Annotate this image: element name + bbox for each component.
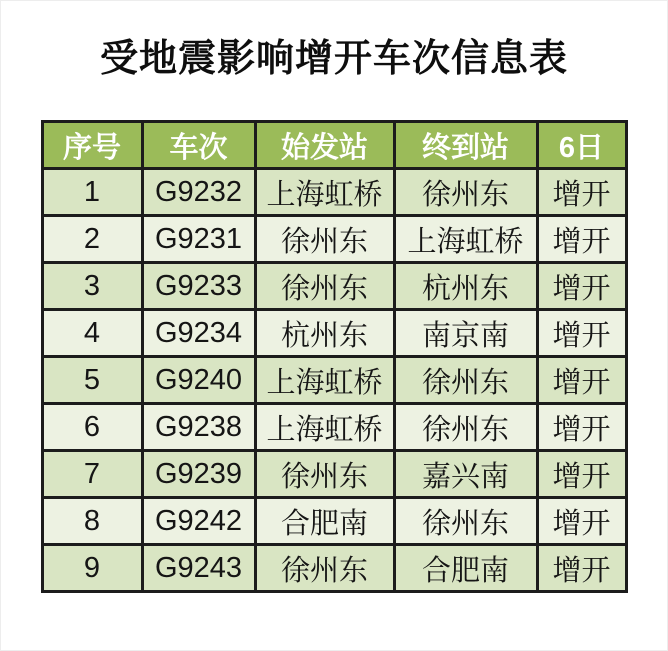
cell-train: G9239 [142,451,255,498]
cell-train: G9234 [142,310,255,357]
header-from: 始发站 [255,122,394,169]
cell-from: 上海虹桥 [255,404,394,451]
cell-to: 合肥南 [394,545,537,592]
cell-from: 合肥南 [255,498,394,545]
cell-from: 徐州东 [255,263,394,310]
cell-day: 增开 [537,545,626,592]
cell-train: G9233 [142,263,255,310]
cell-to: 上海虹桥 [394,216,537,263]
table-row [42,169,626,216]
cell-day: 增开 [537,216,626,263]
cell-from: 徐州东 [255,216,394,263]
cell-from: 上海虹桥 [255,169,394,216]
cell-day: 增开 [537,357,626,404]
header-day: 6日 [537,122,626,169]
cell-from: 徐州东 [255,545,394,592]
cell-to: 徐州东 [394,357,537,404]
cell-to: 杭州东 [394,263,537,310]
cell-seq: 1 [42,169,142,216]
cell-train: G9243 [142,545,255,592]
table-row [42,545,626,592]
cell-seq: 3 [42,263,142,310]
cell-day: 增开 [537,498,626,545]
cell-seq: 6 [42,404,142,451]
cell-train: G9231 [142,216,255,263]
page-title: 受地震影响增开车次信息表 [99,38,568,80]
table-row [42,310,626,357]
cell-to: 徐州东 [394,404,537,451]
table-row [42,404,626,451]
cell-day: 增开 [537,310,626,357]
cell-to: 南京南 [394,310,537,357]
cell-seq: 5 [42,357,142,404]
cell-train: G9232 [142,169,255,216]
train-info-table [41,120,628,593]
cell-to: 嘉兴南 [394,451,537,498]
cell-day: 增开 [537,169,626,216]
cell-day: 增开 [537,404,626,451]
page-header [1,1,667,120]
table-row [42,216,626,263]
table-row [42,263,626,310]
cell-day: 增开 [537,451,626,498]
cell-seq: 9 [42,545,142,592]
cell-from: 徐州东 [255,451,394,498]
table-row [42,451,626,498]
cell-from: 杭州东 [255,310,394,357]
header-seq: 序号 [42,122,142,169]
header-to: 终到站 [394,122,537,169]
cell-train: G9240 [142,357,255,404]
header-row [42,122,626,169]
cell-train: G9238 [142,404,255,451]
cell-to: 徐州东 [394,498,537,545]
cell-from: 上海虹桥 [255,357,394,404]
cell-seq: 2 [42,216,142,263]
cell-seq: 8 [42,498,142,545]
cell-train: G9242 [142,498,255,545]
header-train: 车次 [142,122,255,169]
table-row [42,498,626,545]
table-row [42,357,626,404]
cell-seq: 4 [42,310,142,357]
cell-seq: 7 [42,451,142,498]
cell-to: 徐州东 [394,169,537,216]
cell-day: 增开 [537,263,626,310]
